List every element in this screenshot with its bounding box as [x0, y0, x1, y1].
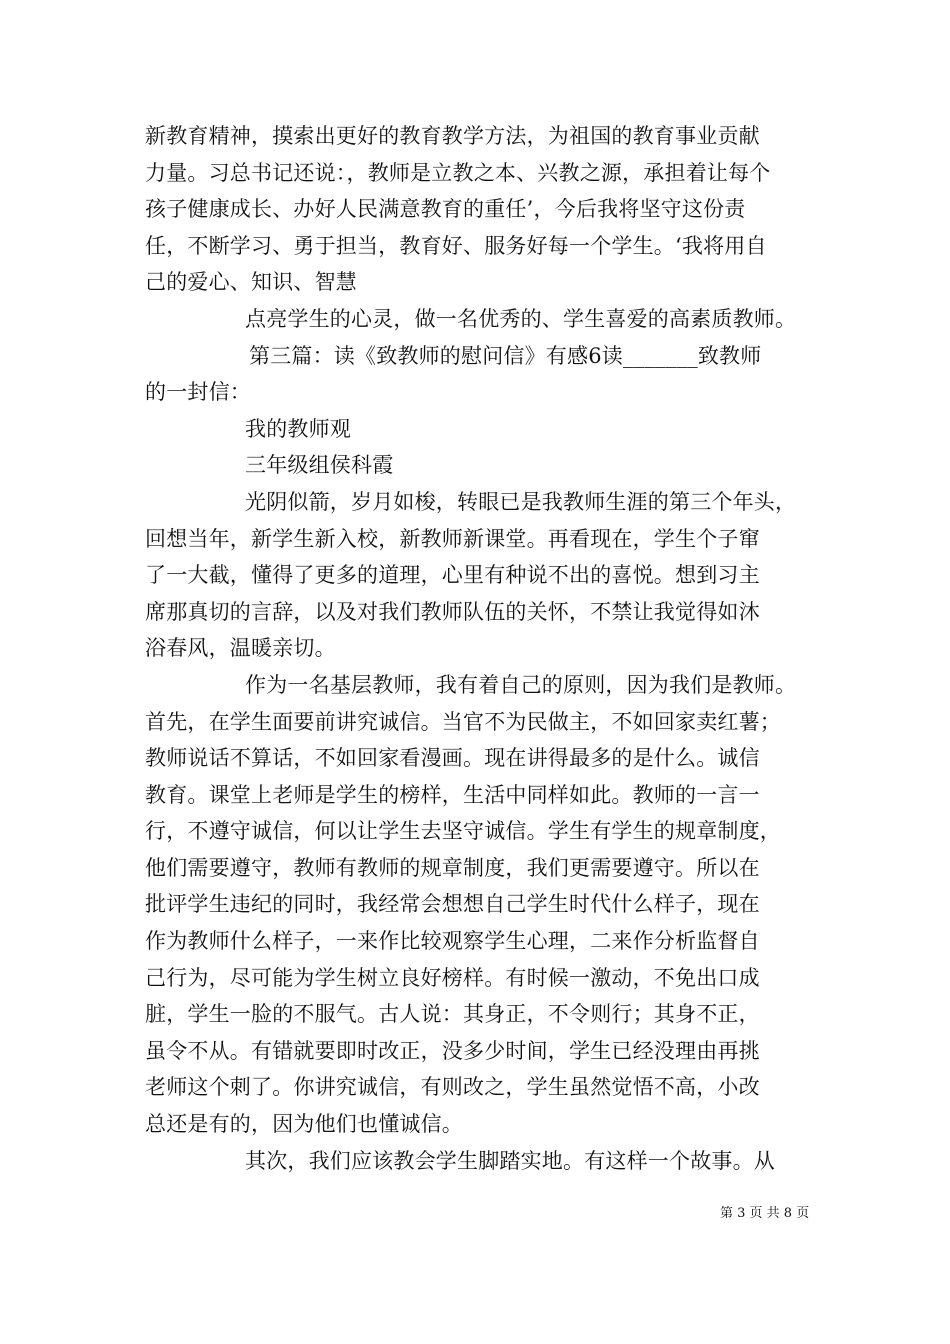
text-line: 老师这个刺了。你讲究诚信，有则改之，学生虽然觉悟不高，小改 — [145, 1075, 760, 1100]
text-line: 教师说话不算话，不如回家看漫画。现在讲得最多的是什么。诚信 — [145, 746, 760, 771]
page-number: 第 3 页 共 8 页 — [720, 1206, 810, 1221]
text-line: 其次，我们应该教会学生脚踏实地。有这样一个故事。从 — [245, 1148, 775, 1173]
text-line: 作为教师什么样子，一来作比较观察学生心理，二来作分析监督自 — [145, 929, 760, 954]
text-line: 虽令不从。有错就要即时改正，没多少时间，学生已经没理由再挑 — [145, 1038, 760, 1063]
text-line: 回想当年，新学生新入校，新教师新课堂。再看现在，学生个子窜 — [145, 526, 760, 551]
text-line: 的一封信： — [145, 380, 251, 405]
text-line: 作为一名基层教师，我有着自己的原则，因为我们是教师。 — [245, 672, 797, 697]
text-line: 浴春风，温暖亲切。 — [145, 636, 336, 661]
essay-title: 我的教师观 — [245, 416, 351, 441]
text-line: 任，不断学习、勇于担当，教育好、服务好每一个学生。‘我将用自 — [145, 233, 767, 258]
document-body — [145, 118, 815, 1179]
text-line: 新教育精神，摸索出更好的教育教学方法，为祖国的教育事业贡献 — [145, 124, 760, 148]
text-line: 了一大截，懂得了更多的道理，心里有种说不出的喜悦。想到习主 — [145, 563, 760, 588]
text-line: 孩子健康成长、办好人民满意教育的重任’，今后我将坚守这份责 — [145, 197, 746, 222]
text-line: 己行为，尽可能为学生树立良好榜样。有时候一激动，不免出口成 — [145, 965, 760, 990]
text-line: 教育。课堂上老师是学生的榜样，生活中同样如此。教师的一言一 — [145, 782, 760, 807]
text-line: 席那真切的言辞，以及对我们教师队伍的关怀，不禁让我觉得如沐 — [145, 599, 760, 624]
text-line: 首先，在学生面要前讲究诚信。当官不为民做主，不如回家卖红薯； — [145, 709, 781, 734]
section-heading: 第三篇：读《致教师的慰问信》有感6读_______致教师 — [249, 343, 762, 368]
text-line: 己的爱心、知识、智慧 — [145, 270, 357, 295]
text-line: 批评学生违纪的同时，我经常会想想自己学生时代什么样子，现在 — [145, 892, 760, 917]
text-line: 点亮学生的心灵，做一名优秀的、学生喜爱的高素质教师。 — [245, 306, 797, 331]
author-line: 三年级组侯科霞 — [245, 453, 394, 478]
text-line: 他们需要遵守，教师有教师的规章制度，我们更需要遵守。所以在 — [145, 855, 760, 880]
text-line: 行，不遵守诚信，何以让学生去坚守诚信。学生有学生的规章制度， — [145, 819, 781, 844]
text-line: 总还是有的，因为他们也懂诚信。 — [145, 1112, 463, 1137]
text-line: 脏，学生一脸的不服气。古人说：其身正，不令则行；其身不正， — [145, 1002, 760, 1027]
text-line: 光阴似箭，岁月如梭，转眼已是我教师生涯的第三个年头， — [245, 489, 797, 514]
text-line: 力量。习总书记还说：，教师是立教之本、兴教之源，承担着让每个 — [145, 160, 771, 185]
